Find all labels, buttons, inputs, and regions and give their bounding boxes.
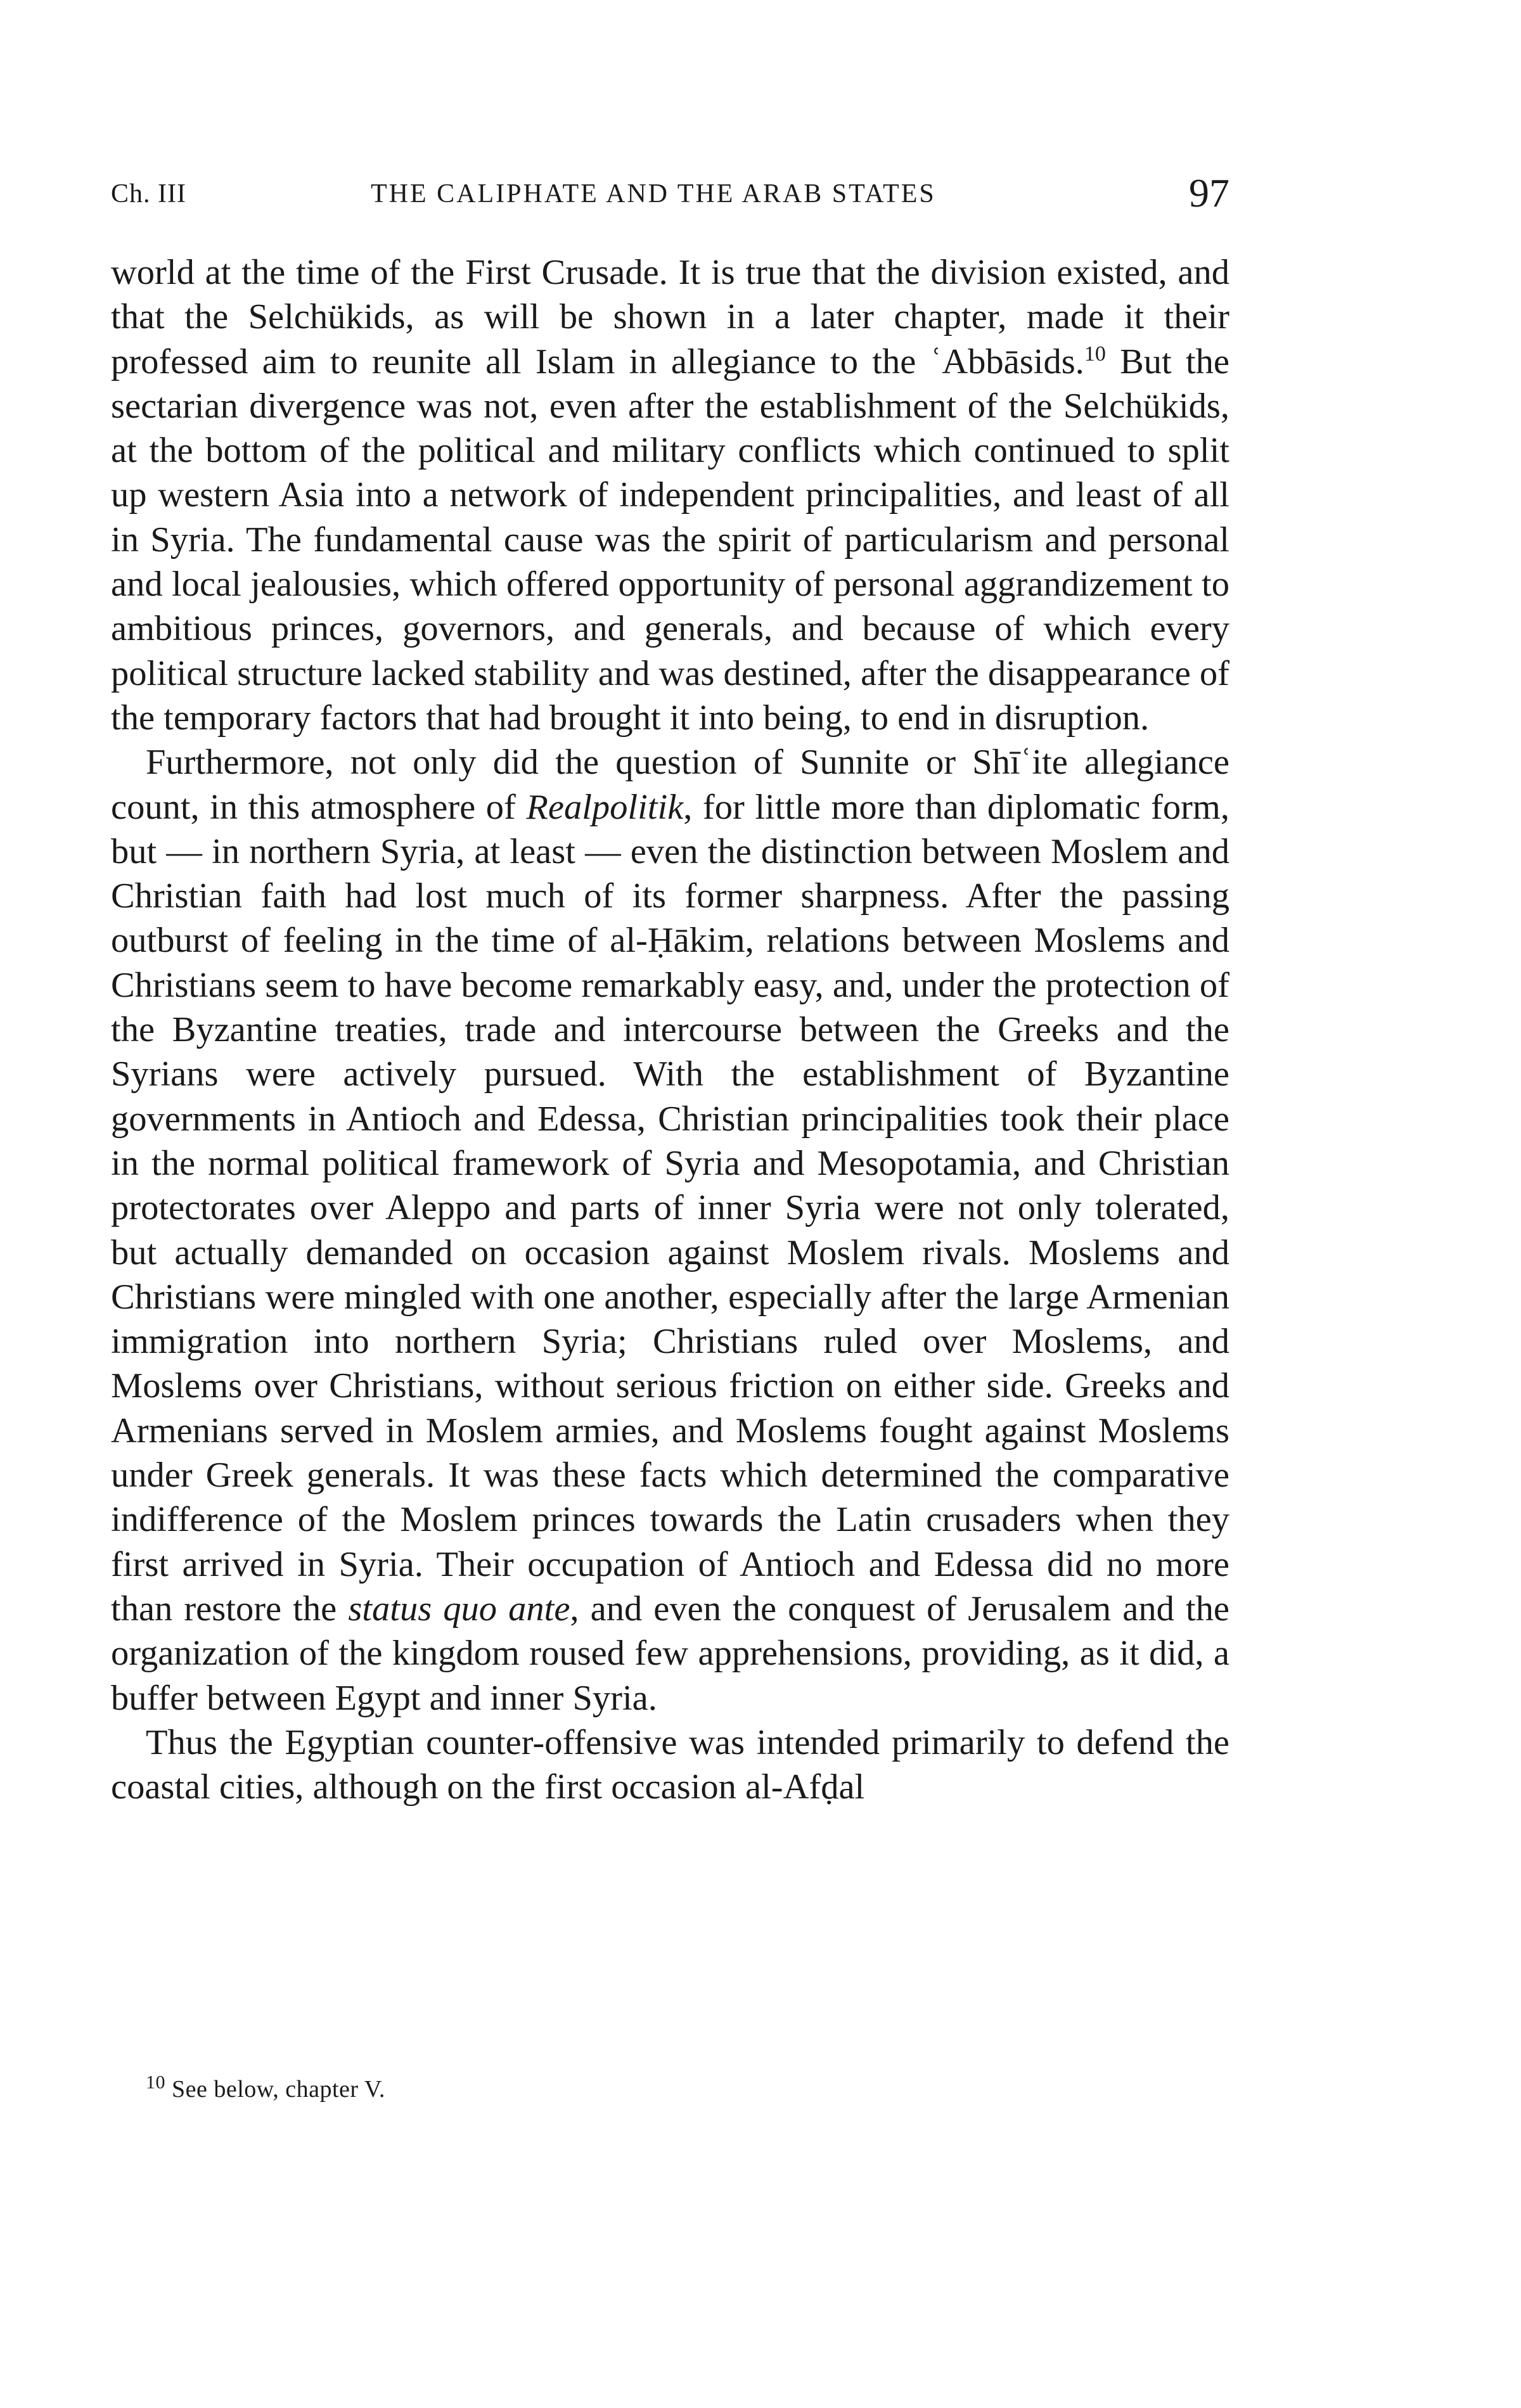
page-number: 97 (1189, 170, 1229, 215)
italic-status-quo-ante: status quo ante (348, 1589, 570, 1629)
paragraph-3 (111, 1720, 1229, 1810)
body-text (111, 250, 1229, 1809)
footnote (146, 2072, 385, 2103)
chapter-label: Ch. III (111, 179, 186, 208)
paragraph-1-text-b: But the sectarian divergence was not, even after the establishment of the Selchükids, at the bottom of the political and military conflicts which continued to split up western Asia into a network of independent principalities, and least of all in Syria. The fundamental cause was the spirit of particularism and personal and local jealousies, which offered opportunity of personal aggrandizement to ambitious princes, governors, and generals, and because of which every political structure lacked stability and was destined, after the disappearance of the temporary factors that had brought it into being, to end in disruption. (111, 342, 1229, 738)
paragraph-3-text: Thus the Egyptian counter-offensive was intended primarily to defend the coastal cities, although on the first occasion al-Afḍal (111, 1722, 1229, 1807)
paragraph-1 (111, 250, 1229, 740)
footnote-text: See below, chapter V. (165, 2076, 385, 2103)
paragraph-2-text-b: , for little more than diplomatic form, but — in northern Syria, at least — even the distinction between Moslem and Christian faith had lost much of its former sharpness. After the passing outburst of feeling in the time of al-Ḥākim, relations between Moslems and Christians seem to have become remarkably easy, and, under the protection of the Byzantine treaties, trade and intercourse between the Greeks and the Syrians were actively pursued. With the establishment of Byzantine governments in Antioch and Edessa, Christian principalities took their place in the normal political framework of Syria and Mesopotamia, and Christian protectorates over Aleppo and parts of inner Syria were not only tolerated, but actually demanded on occasion against Moslem rivals. Moslems and Christians were mingled with one another, especially after the large Armenian immigration into northern Syria; Christians ruled over Moslems, and Moslems over Christians, without serious friction on either side. Greeks and Armenians served in Moslem armies, and Moslems fought against Moslems under Greek generals. It was these facts which determined the comparative indifference of the Moslem princes towards the Latin crusaders when they first arrived in Syria. Their occupation of Antioch and Edessa did no more than restore the (111, 787, 1229, 1629)
paragraph-2 (111, 740, 1229, 1720)
paragraph-2-text-a: Furthermore, not only did the question of Sunnite or Shīʿite allegiance count, in this atmosphere of (111, 743, 1229, 827)
footnote-number: 10 (146, 2072, 165, 2093)
paragraph-2-text-c: , and even the conquest of Jerusalem and the organization of the kingdom roused few apprehensions, providing, as it did, a buffer between Egypt and inner Syria. (111, 1589, 1229, 1718)
running-head (111, 170, 1229, 227)
italic-realpolitik: Realpolitik (526, 787, 684, 827)
running-title: THE CALIPHATE AND THE ARAB STATES (371, 179, 936, 208)
footnote-reference: 10 (1084, 342, 1106, 366)
paragraph-1-text-a: world at the time of the First Crusade. It is true that the division existed, and that the Selchükids, as will be shown in a later chapter, made it their professed aim to reunite all Islam in allegiance to the ʿAbbāsids. (111, 253, 1229, 381)
